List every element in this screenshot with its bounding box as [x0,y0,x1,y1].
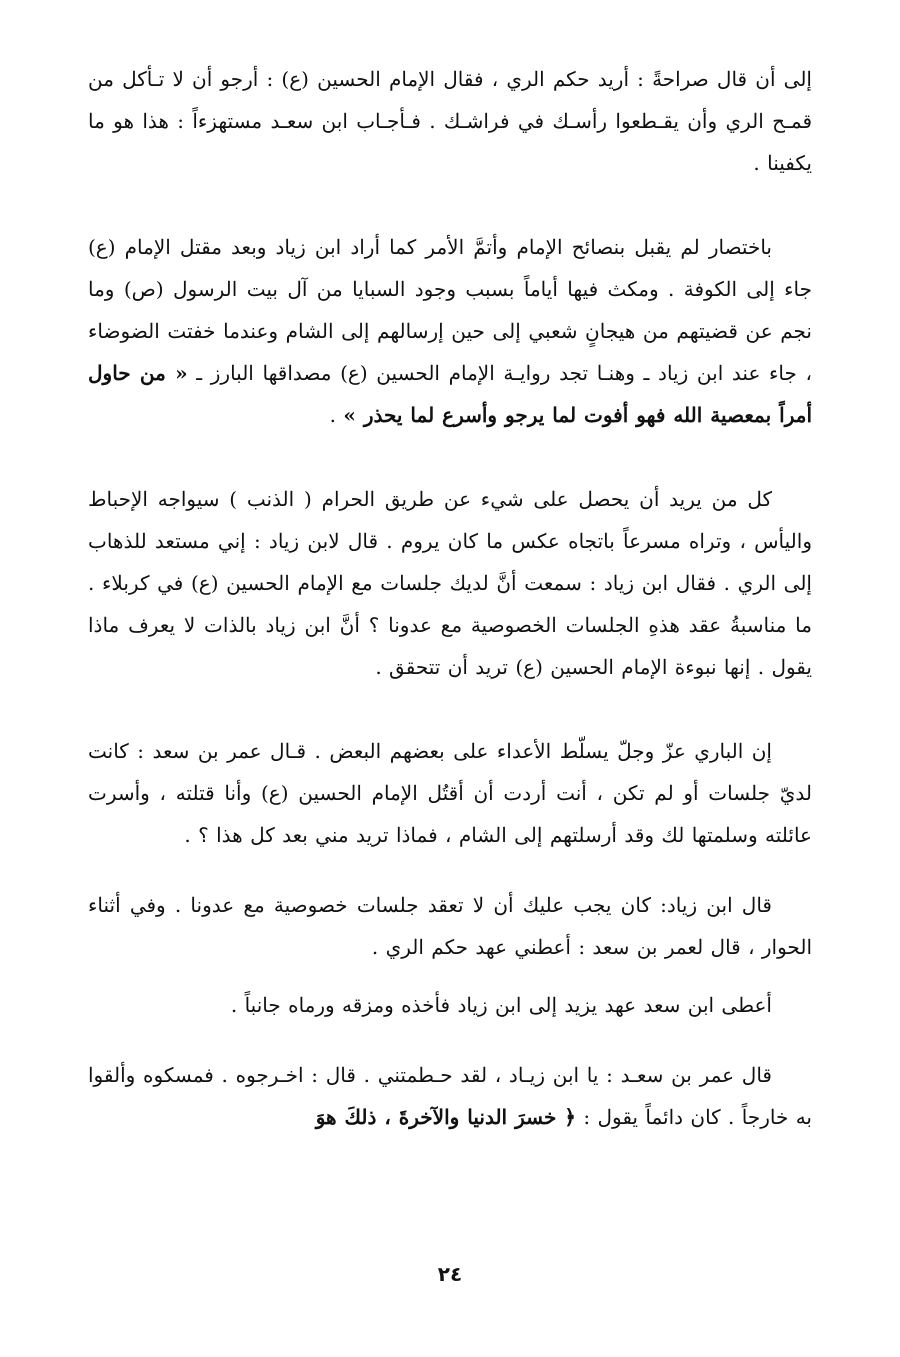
paragraph-3-text: كل من يريد أن يحصل على شيء عن طريق الحرام ( الذنب ) سيواجه الإحباط واليأس ، وتراه مسرعاً باتجاه عكس ما كان يروم . قال لابن زياد : إني مستعد للذهاب إلى الري . فقال ابن زياد : سمعت أنَّ لديك جلسات مع الإمام الحسين (ع) في كربلاء . ما مناسبةُ عقد هذهِ الجلسات الخصوصية مع عدونا ؟ أنَّ ابن زياد بالذات لا يعرف ماذا يقول . إنها نبوءة الإمام الحسين (ع) تريد أن تتحقق . [88,487,812,679]
quran-quote: ﴿ خسرَ الدنيا والآخرةَ ، ذلكَ هوَ [315,1105,576,1129]
paragraph-2-end: . [329,403,344,427]
paragraph-6 [88,984,812,1026]
paragraph-2 [88,226,812,436]
paragraph-7-text: قال عمر بن سعـد : يا ابن زيـاد ، لقد حـطمتني . قال : اخـرجوه . فمسكوه وألقوا به خارجاً . كان دائماً يقول : [88,1063,812,1129]
paragraph-6-text: أعطى ابن سعد عهد يزيد إلى ابن زياد فأخذه ومزقه ورماه جانباً . [230,993,772,1017]
paragraph-5-text: قال ابن زياد: كان يجب عليك أن لا تعقد جلسات خصوصية مع عدونا . وفي أثناء الحوار ، قال لعمر بن سعد : أعطني عهد حكم الري . [88,893,812,959]
page-number: ٢٤ [437,1262,463,1286]
paragraph-5 [88,884,812,968]
paragraph-1 [88,58,812,184]
hadith-quote: « من حاول أمراً بمعصية الله فهو أفوت لما يرجو وأسرع لما يحذر » [88,361,812,427]
paragraph-4 [88,730,812,856]
paragraph-4-text: إن الباري عزّ وجلّ يسلّط الأعداء على بعضهم البعض . قـال عمر بن سعد : كانت لديّ جلسات أو لم تكن ، أنت أردت أن أقتُل الإمام الحسين (ع) وأنا قتلته ، وأسرت عائلته وسلمتها لك وقد أرسلتهم إلى الشام ، فماذا تريد مني بعد كل هذا ؟ . [88,739,812,847]
page-body [88,58,812,1288]
paragraph-7 [88,1054,812,1138]
paragraph-1-text: إلى أن قال صراحةً : أريد حكم الري ، فقال الإمام الحسين (ع) : أرجو أن لا تـأكل من قمـح الري وأن يقـطعوا رأسـك في فراشـك . فـأجـاب ابن سعـد مستهزءاً : هذا هو ما يكفينا . [88,67,812,175]
paragraph-2-text: باختصار لم يقبل بنصائح الإمام وأتمَّ الأمر كما أراد ابن زياد وبعد مقتل الإمام (ع) جاء إلى الكوفة . ومكث فيها أياماً بسبب وجود السبايا من آل بيت الرسول (ص) وما نجم عن قضيتهم من هيجانٍ شعبي إلى حين إرسالهم إلى الشام وعندما خفتت الضوضاء ، جاء عند ابن زياد ـ وهنـا تجد روايـة الإمام الحسين (ع) مصداقها البارز ـ [88,235,812,385]
paragraph-3 [88,478,812,688]
